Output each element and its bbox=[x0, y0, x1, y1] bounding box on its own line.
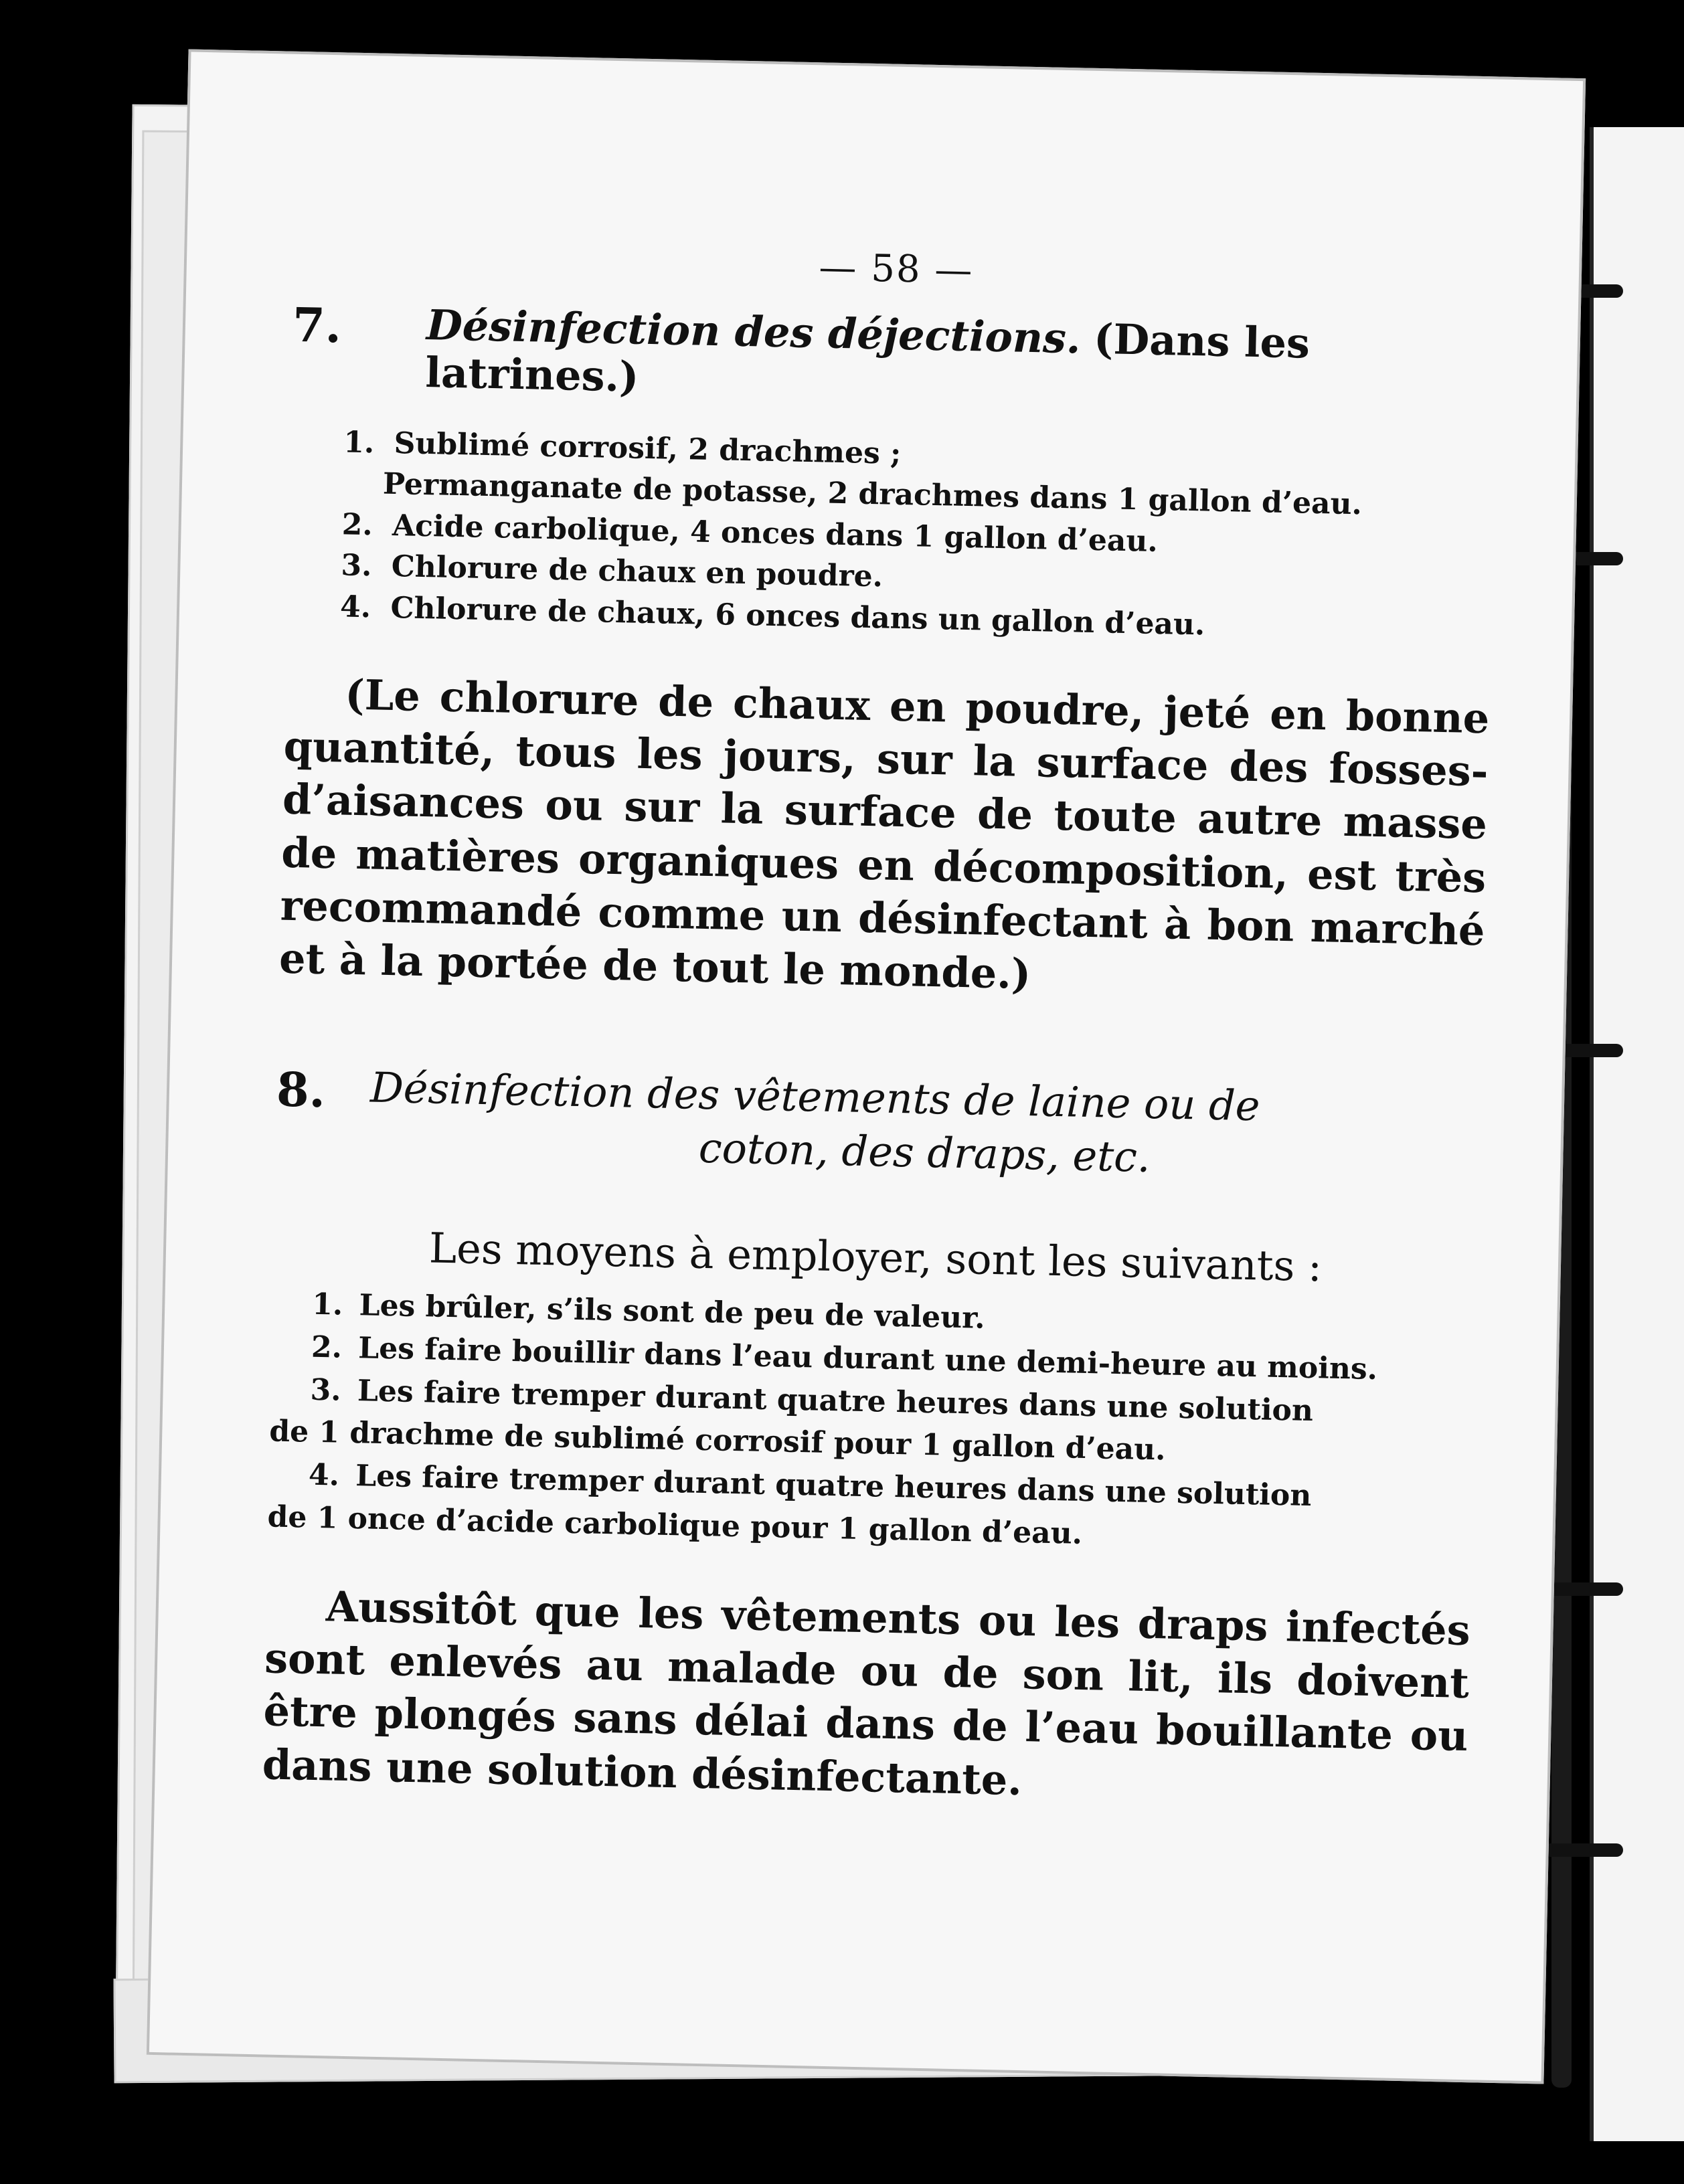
section-8-title-line1: Désinfection des vêtements de laine ou de bbox=[369, 1063, 1261, 1131]
page-number: — 58 — bbox=[818, 246, 975, 293]
section-8-number: 8. bbox=[276, 1061, 327, 1118]
item-text: Les faire bouillir dans l’eau durant une demi-heure au moins. bbox=[357, 1330, 1378, 1386]
item-number: 3. bbox=[340, 548, 372, 583]
section-8-closing: Aussitôt que les vêtements ou les draps infectés sont enlevés au malade ou de son lit, ils doivent être plongés sans délai dans de l’eau bouillante ou dans une solution désinfectante. bbox=[262, 1581, 1471, 1805]
book-page bbox=[147, 49, 1586, 2084]
item-text: Chlorure de chaux en poudre. bbox=[391, 549, 883, 594]
section-8-heading bbox=[275, 1059, 1482, 1192]
item-number: 4. bbox=[339, 589, 371, 625]
item-number: 2. bbox=[311, 1330, 343, 1365]
item-number: 3. bbox=[310, 1372, 342, 1408]
item-number: 2. bbox=[341, 507, 373, 543]
facing-page-edge bbox=[1590, 127, 1684, 2141]
page-content bbox=[262, 235, 1499, 1816]
section-8-intro: Les moyens à employer, sont les suivants : bbox=[428, 1223, 1323, 1291]
item-continuation: de 1 once d’acide carbolique pour 1 gallon d’eau. bbox=[267, 1499, 1083, 1551]
item-text: Acide carbolique, 4 onces dans 1 gallon d’eau. bbox=[392, 508, 1159, 559]
section-7-note: (Le chlorure de chaux en poudre, jeté en bonne quantité, tous les jours, sur la surface des fosses-d’aisances ou sur la surface de toute autre masse de matières organiques en décomposition, est très recommandé comme un désinfectant à bon marché et à la portée de tout le monde.) bbox=[278, 670, 1490, 999]
item-text: Sublimé corrosif, 2 drachmes ; bbox=[394, 426, 902, 471]
section-7-list bbox=[286, 420, 1495, 652]
item-text: Les faire tremper durant quatre heures dans une solution bbox=[355, 1459, 1312, 1514]
section-7-number: 7. bbox=[292, 296, 342, 354]
item-number: 1. bbox=[343, 425, 375, 460]
item-continuation: de 1 drachme de sublimé corrosif pour 1 gallon d’eau. bbox=[268, 1414, 1167, 1467]
section-7-subtitle: (Dans les latrines.) bbox=[424, 314, 1311, 401]
section-7-heading bbox=[291, 298, 1498, 419]
item-continuation: Permanganate de potasse, 2 drachmes dans 1 gallon d’eau. bbox=[382, 466, 1363, 522]
section-7-title: Désinfection des déjections. bbox=[426, 300, 1082, 363]
item-text: Les brûler, s’ils sont de peu de valeur. bbox=[359, 1288, 986, 1336]
section-8-title-line2: coton, des draps, etc. bbox=[698, 1123, 1151, 1182]
item-text: Chlorure de chaux, 6 onces dans un gallon d’eau. bbox=[390, 590, 1205, 642]
item-text: Les faire tremper durant quatre heures dans une solution bbox=[357, 1373, 1314, 1428]
section-8-list bbox=[267, 1282, 1477, 1563]
item-number: 1. bbox=[311, 1287, 343, 1322]
item-number: 4. bbox=[308, 1457, 340, 1493]
